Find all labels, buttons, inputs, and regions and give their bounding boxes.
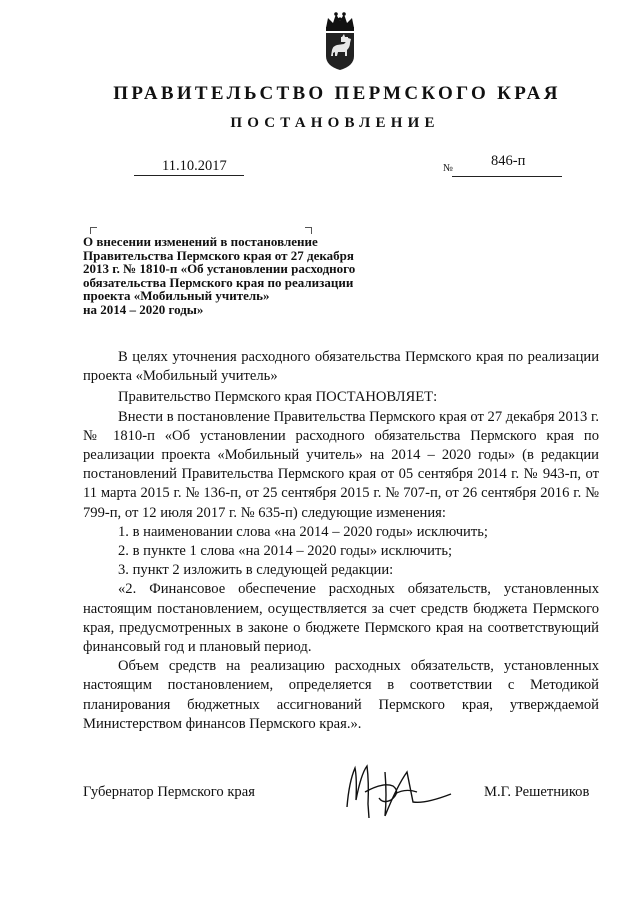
body-paragraph-3: Внести в постановление Правительства Пермского края от 27 декабря 2013 г. № 1810-п «Об установлении расходного обязательства Пермского края по реализации проекта «Мобильный учитель» на 2014 – 2020 годы» (в редакции постановлений Правительства Пермского края от 05 сентября 2014 г. № 943-п, от 11 марта 2015 г. № 136-п, от 25 сентября 2015 г. № 707-п, от 26 сентября 2016 г. № 799-п, от 12 июля 2017 г. № 635-п) следующие изменения: — [83, 408, 599, 521]
body-list-item-3: 3. пункт 2 изложить в следующей редакции: — [118, 562, 394, 579]
coat-of-arms-icon — [322, 10, 358, 72]
subject-heading: О внесении изменений в постановление Правительства Пермского края от 27 декабря 2013 г. № 1810-п «Об установлении расходного обязательства Пермского края по реализации проекта «Мобильный учитель» на 2014 – 2020 годы» — [83, 234, 356, 317]
subject-corner-right — [305, 227, 312, 234]
document-number: 846-п — [491, 153, 526, 169]
body-list-item-1: 1. в наименовании слова «на 2014 – 2020 годы» исключить; — [118, 523, 488, 540]
number-underline — [452, 176, 562, 177]
document-body — [83, 348, 599, 734]
document-type: ПОСТАНОВЛЕНИЕ — [230, 115, 440, 131]
signatory-title: Губернатор Пермского края — [83, 784, 255, 800]
government-title: ПРАВИТЕЛЬСТВО ПЕРМСКОГО КРАЯ — [113, 83, 561, 104]
body-paragraph-5: Объем средств на реализацию расходных обязательств, установленных настоящим постановлением, определяется в соответствии с Методикой планирования бюджетных ассигнований Пермского края, утверждаемой Министерством финансов Пермского края.». — [83, 658, 599, 732]
body-paragraph-1: В целях уточнения расходного обязательства Пермского края по реализации проекта «Мобильный учитель» — [83, 349, 599, 385]
date-underline — [134, 175, 244, 176]
signer-name: М.Г. Решетников — [484, 784, 590, 800]
body-list-item-2: 2. в пункте 1 слова «на 2014 – 2020 годы» исключить; — [118, 543, 453, 560]
document-date: 11.10.2017 — [162, 158, 227, 174]
subject-corner-left — [90, 227, 97, 234]
number-sign: № — [443, 163, 454, 174]
body-paragraph-4: «2. Финансовое обеспечение расходных обязательств, установленных настоящим постановлением, осуществляется за счет средств бюджета Пермского края, предусмотренных в законе о бюджете Пермского края на соответствующий финансовый год и плановый период. — [83, 581, 599, 656]
body-paragraph-2: Правительство Пермского края ПОСТАНОВЛЯЕТ: — [118, 389, 438, 406]
signature-icon — [325, 752, 455, 824]
